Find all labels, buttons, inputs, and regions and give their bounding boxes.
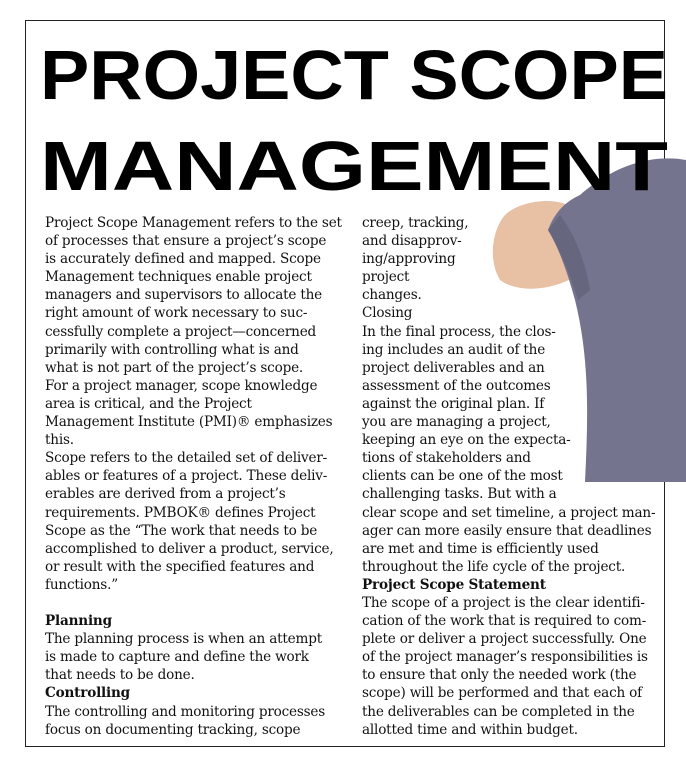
text-line: cessfully complete a project—concerned xyxy=(45,323,317,340)
text-line: cation of the work that is required to com- xyxy=(362,613,647,630)
text-line: Scope as the “The work that needs to be xyxy=(45,522,318,539)
section-heading: Controlling xyxy=(45,685,130,702)
text-line: challenging tasks. But with a xyxy=(362,486,557,503)
text-line: requirements. PMBOK® defines Project xyxy=(45,504,316,521)
text-line: The planning process is when an attempt xyxy=(45,631,322,648)
text-line: focus on documenting tracking, scope xyxy=(45,721,301,738)
text-column-left xyxy=(45,214,355,739)
text-line: assessment of the outcomes xyxy=(362,377,551,394)
text-line: tions of stakeholders and xyxy=(362,450,531,467)
text-line: or result with the specified features and xyxy=(45,558,315,575)
text-line: In the final process, the clos- xyxy=(362,323,556,340)
text-column-right xyxy=(362,214,662,739)
text-line: Scope refers to the detailed set of deliver- xyxy=(45,450,328,467)
text-line: clear scope and set timeline, a project man- xyxy=(362,504,656,521)
text-line: project deliverables and an xyxy=(362,359,545,376)
text-line: what is not part of the project’s scope. xyxy=(45,359,304,376)
text-line: throughout the life cycle of the project. xyxy=(362,558,626,575)
text-line: of the project manager’s responsibilities is xyxy=(362,649,648,666)
text-line: is accurately defined and mapped. Scope xyxy=(45,251,321,268)
text-line: allotted time and within budget. xyxy=(362,721,578,738)
text-line: Management techniques enable project xyxy=(45,269,312,286)
text-line: functions.” xyxy=(45,576,118,593)
text-line: The controlling and monitoring processes xyxy=(45,703,326,720)
text-line: plete or deliver a project successfully. One xyxy=(362,631,647,648)
text-line: Management Institute (PMI)® emphasizes xyxy=(45,414,333,431)
text-line: primarily with controlling what is and xyxy=(45,341,299,358)
text-line: and disapprov- xyxy=(362,233,462,250)
text-line xyxy=(45,594,355,612)
text-line: The scope of a project is the clear identifi- xyxy=(362,594,645,611)
text-line: against the original plan. If xyxy=(362,395,545,412)
text-line: the deliverables can be completed in the xyxy=(362,703,635,720)
text-line: are met and time is efficiently used xyxy=(362,540,599,557)
text-line: erables are derived from a project’s xyxy=(45,486,286,503)
headline-line-1: PROJECT SCOPE xyxy=(40,36,668,114)
text-line: Project Scope Management refers to the set xyxy=(45,215,342,231)
text-line: of processes that ensure a project’s scope xyxy=(45,233,327,250)
text-line: ager can more easily ensure that deadlines xyxy=(362,522,652,539)
text-line: scope) will be performed and that each of xyxy=(362,685,642,702)
text-line: changes. xyxy=(362,287,422,304)
text-line: project xyxy=(362,269,410,286)
headline-line-2: MANAGEMENT xyxy=(40,127,668,205)
text-line: you are managing a project, xyxy=(362,414,551,431)
text-line: this. xyxy=(45,432,74,449)
text-line: ing/approving xyxy=(362,251,456,268)
text-line: to ensure that only the needed work (the xyxy=(362,667,637,684)
text-line: right amount of work necessary to suc- xyxy=(45,305,308,322)
text-line: ing includes an audit of the xyxy=(362,341,546,358)
text-line: clients can be one of the most xyxy=(362,468,563,485)
text-line: keeping an eye on the expecta- xyxy=(362,432,571,449)
text-line: creep, tracking, xyxy=(362,215,469,231)
section-heading: Project Scope Statement xyxy=(362,576,546,593)
text-line: that needs to be done. xyxy=(45,667,195,684)
text-line: managers and supervisors to allocate the xyxy=(45,287,322,304)
text-line: ables or features of a project. These deliv- xyxy=(45,468,328,485)
text-line: area is critical, and the Project xyxy=(45,395,252,412)
text-line: accomplished to deliver a product, service, xyxy=(45,540,334,557)
text-line: is made to capture and define the work xyxy=(45,649,309,666)
section-heading: Planning xyxy=(45,613,112,630)
text-line: Closing xyxy=(362,305,413,322)
text-line: For a project manager, scope knowledge xyxy=(45,377,318,394)
headline xyxy=(0,0,686,210)
